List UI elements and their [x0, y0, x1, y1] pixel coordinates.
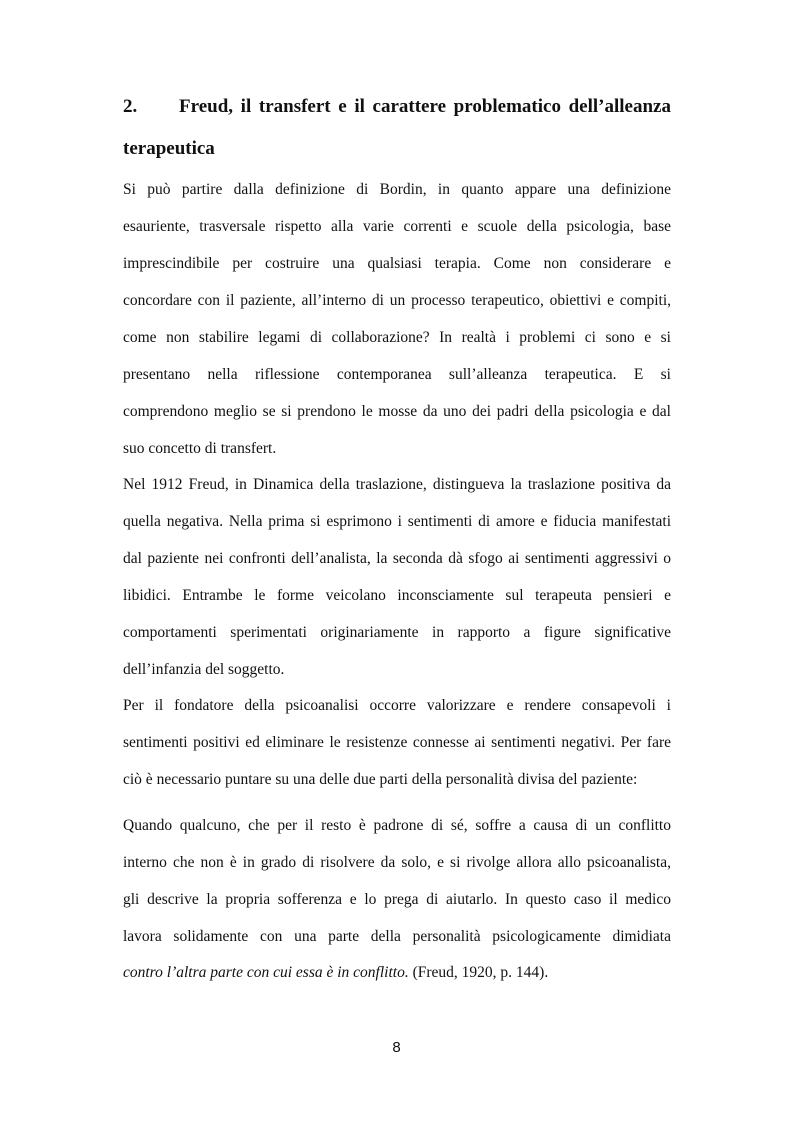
paragraph-2-line: libidici. Entrambe le forme veicolano inconsciamente sul terapeuta pensieri e	[123, 587, 671, 604]
paragraph-1-line: esauriente, trasversale rispetto alla varie correnti e scuole della psicologia, base	[123, 218, 671, 235]
paragraph-1-line: presentano nella riflessione contemporanea sull’alleanza terapeutica. E si	[123, 366, 671, 383]
quote-line: lavora solidamente con una parte della personalità psicologicamente dimidiata	[123, 928, 671, 945]
quote-italic-text: contro l’altra parte con cui essa è in conflitto.	[123, 964, 409, 981]
paragraph-3-line: sentimenti positivi ed eliminare le resistenze connesse ai sentimenti negativi. Per fare	[123, 734, 671, 751]
paragraph-1-line: Si può partire dalla definizione di Bordin, in quanto appare una definizione	[123, 181, 671, 198]
paragraph-3-line: Per il fondatore della psicoanalisi occorre valorizzare e rendere consapevoli i	[123, 697, 671, 714]
paragraph-2-line: Nel 1912 Freud, in Dinamica della traslazione, distingueva la traslazione positiva da	[123, 476, 671, 493]
paragraph-1-line: come non stabilire legami di collaborazione? In realtà i problemi ci sono e si	[123, 329, 671, 346]
paragraph-3-line: ciò è necessario puntare su una delle due parti della personalità divisa del paziente:	[123, 771, 638, 788]
page-number: 8	[392, 1039, 401, 1056]
section-title-line-1: Freud, il transfert e il carattere problematico dell’alleanza	[179, 96, 671, 117]
quote-line: gli descrive la propria sofferenza e lo prega di aiutarlo. In questo caso il medico	[123, 891, 671, 908]
section-title-line-2: terapeutica	[123, 138, 215, 159]
quote-line: Quando qualcuno, che per il resto è padrone di sé, soffre a causa di un conflitto	[123, 817, 671, 834]
paragraph-1-line: comprendono meglio se si prendono le mosse da uno dei padri della psicologia e dal	[123, 403, 671, 420]
quote-last-line	[123, 963, 671, 983]
section-heading	[123, 95, 671, 119]
quote-line: interno che non è in grado di risolvere da solo, e si rivolge allora allo psicoanalista,	[123, 854, 671, 871]
section-number: 2.	[123, 96, 138, 117]
paragraph-2-line: dell’infanzia del soggetto.	[123, 661, 285, 678]
paragraph-2-line: dal paziente nei confronti dell’analista, la seconda dà sfogo ai sentimenti aggressivi o	[123, 550, 671, 567]
paragraph-1-line: imprescindibile per costruire una qualsiasi terapia. Come non considerare e	[123, 255, 671, 272]
paragraph-1-line: suo concetto di transfert.	[123, 440, 277, 457]
paragraph-2-line: quella negativa. Nella prima si esprimono i sentimenti di amore e fiducia manifestati	[123, 513, 671, 530]
quote-citation: (Freud, 1920, p. 144).	[408, 964, 549, 981]
paragraph-2-line: comportamenti sperimentati originariamente in rapporto a figure significative	[123, 624, 671, 641]
paragraph-1-line: concordare con il paziente, all’interno di un processo terapeutico, obiettivi e compiti,	[123, 292, 671, 309]
